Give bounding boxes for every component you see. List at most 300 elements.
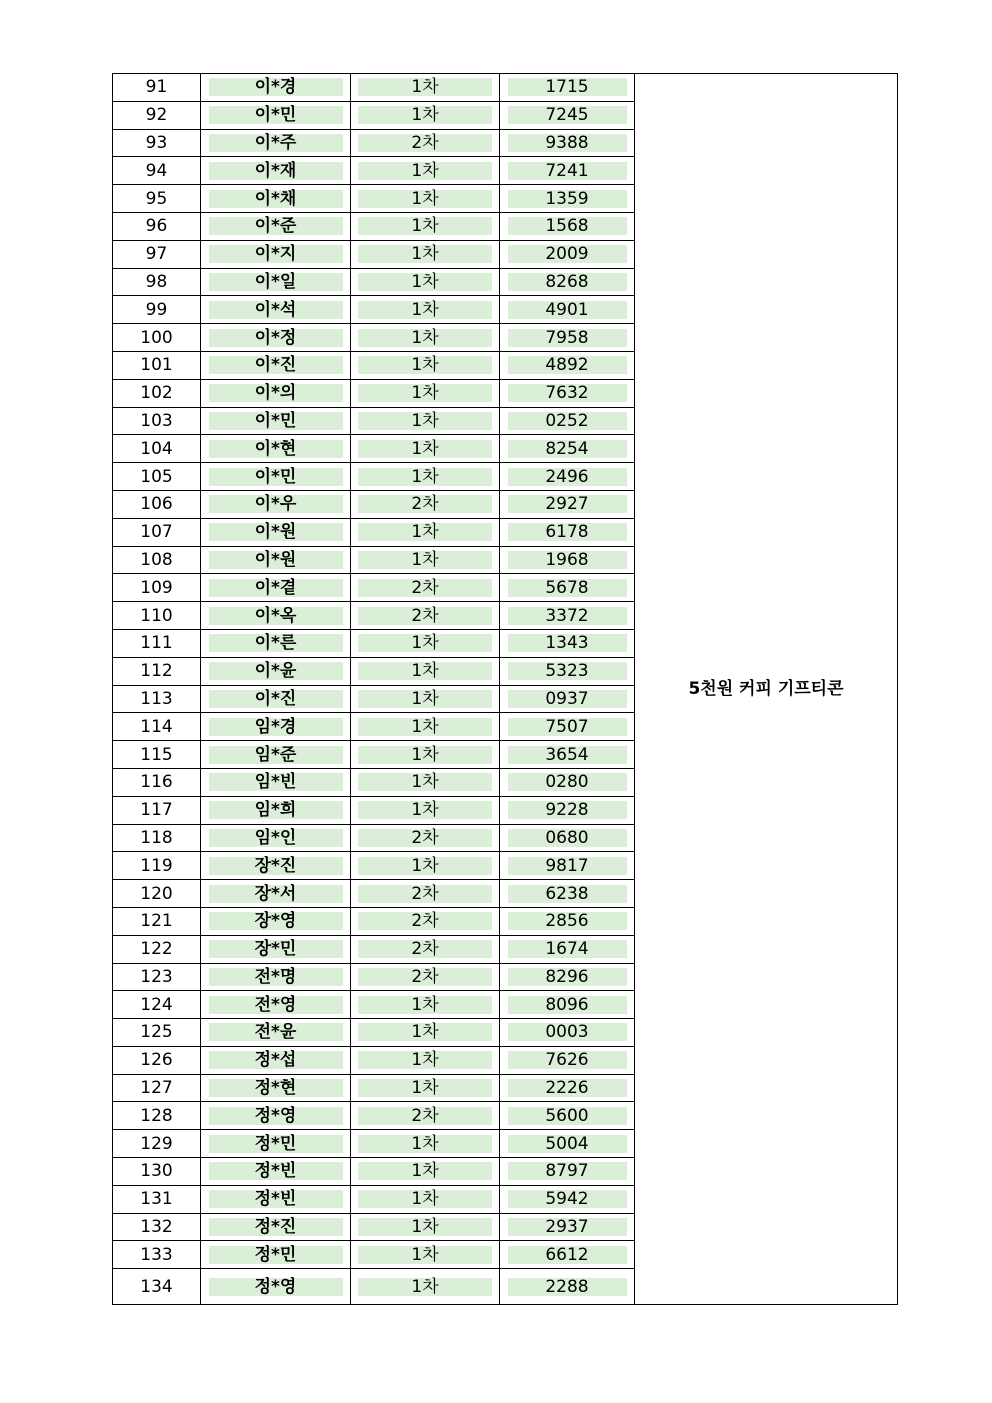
winner-name-cell [201,852,351,880]
phone-last-digits: 1715 [508,78,627,96]
entry-round-cell [351,824,500,852]
winner-name-cell [201,296,351,324]
row-number: 107 [113,518,201,546]
entry-round: 1차 [358,468,492,486]
phone-last-digits: 6178 [508,523,627,541]
entry-round-cell [351,657,500,685]
entry-round: 1차 [358,162,492,180]
phone-last-digits-cell [500,101,635,129]
phone-last-digits: 9228 [508,801,627,819]
winner-name: 장*서 [209,885,343,903]
phone-last-digits: 5004 [508,1135,627,1153]
winner-name: 정*진 [209,1218,343,1236]
row-number: 110 [113,602,201,630]
winner-name-cell [201,379,351,407]
phone-last-digits-cell [500,157,635,185]
phone-last-digits-cell [500,713,635,741]
phone-last-digits-cell [500,991,635,1019]
phone-last-digits: 7626 [508,1051,627,1069]
winner-name-cell [201,602,351,630]
winner-name: 이*재 [209,162,343,180]
row-number: 117 [113,796,201,824]
row-number: 104 [113,435,201,463]
row-number: 125 [113,1019,201,1047]
entry-round: 1차 [358,1051,492,1069]
winner-name-cell [201,991,351,1019]
winner-name: 이*옥 [209,607,343,625]
entry-round-cell [351,157,500,185]
winner-name-cell [201,741,351,769]
phone-last-digits: 2927 [508,495,627,513]
winner-name-cell [201,101,351,129]
entry-round-cell [351,602,500,630]
row-number: 100 [113,324,201,352]
phone-last-digits-cell [500,351,635,379]
entry-round-cell [351,324,500,352]
winner-name-cell [201,1158,351,1186]
phone-last-digits-cell [500,546,635,574]
phone-last-digits-cell [500,907,635,935]
entry-round: 1차 [358,857,492,875]
phone-last-digits: 0280 [508,773,627,791]
phone-last-digits: 9817 [508,857,627,875]
winner-name-cell [201,1185,351,1213]
phone-last-digits: 5323 [508,662,627,680]
phone-last-digits-cell [500,1130,635,1158]
row-number: 92 [113,101,201,129]
entry-round-cell [351,490,500,518]
winner-name-cell [201,74,351,102]
row-number: 101 [113,351,201,379]
winner-name: 정*영 [209,1107,343,1125]
entry-round-cell [351,991,500,1019]
row-number: 124 [113,991,201,1019]
winner-name-cell [201,768,351,796]
winner-name: 이*준 [209,217,343,235]
row-number: 130 [113,1158,201,1186]
winner-name: 이*주 [209,134,343,152]
phone-last-digits-cell [500,935,635,963]
entry-round: 1차 [358,1162,492,1180]
entry-round-cell [351,1074,500,1102]
phone-last-digits-cell [500,379,635,407]
phone-last-digits-cell [500,212,635,240]
winner-name-cell [201,129,351,157]
entry-round: 2차 [358,579,492,597]
phone-last-digits: 7632 [508,384,627,402]
phone-last-digits: 0003 [508,1023,627,1041]
entry-round-cell [351,185,500,213]
row-number: 97 [113,240,201,268]
row-number: 111 [113,629,201,657]
phone-last-digits: 6612 [508,1246,627,1264]
winner-name-cell [201,1074,351,1102]
row-number: 127 [113,1074,201,1102]
winner-name-cell [201,1213,351,1241]
phone-last-digits: 4892 [508,356,627,374]
phone-last-digits: 1674 [508,940,627,958]
winner-name-cell [201,1019,351,1047]
entry-round-cell [351,1102,500,1130]
phone-last-digits-cell [500,824,635,852]
phone-last-digits: 8797 [508,1162,627,1180]
winner-name-cell [201,407,351,435]
row-number: 113 [113,685,201,713]
entry-round-cell [351,685,500,713]
entry-round: 1차 [358,356,492,374]
phone-last-digits-cell [500,1269,635,1305]
row-number: 105 [113,463,201,491]
winner-name-cell [201,1046,351,1074]
phone-last-digits: 2226 [508,1079,627,1097]
entry-round-cell [351,1019,500,1047]
winner-name-cell [201,185,351,213]
row-number: 112 [113,657,201,685]
row-number: 119 [113,852,201,880]
winner-name-cell [201,546,351,574]
winner-name: 임*경 [209,718,343,736]
entry-round: 1차 [358,551,492,569]
winner-name-cell [201,935,351,963]
winner-name-cell [201,351,351,379]
entry-round: 2차 [358,607,492,625]
phone-last-digits-cell [500,1074,635,1102]
phone-last-digits-cell [500,657,635,685]
entry-round: 2차 [358,134,492,152]
phone-last-digits: 5942 [508,1190,627,1208]
phone-last-digits-cell [500,490,635,518]
winner-name: 정*영 [209,1278,343,1296]
phone-last-digits: 3654 [508,746,627,764]
phone-last-digits-cell [500,185,635,213]
phone-last-digits: 2496 [508,468,627,486]
entry-round-cell [351,935,500,963]
winner-name-cell [201,824,351,852]
phone-last-digits: 0680 [508,829,627,847]
phone-last-digits-cell [500,685,635,713]
entry-round-cell [351,1046,500,1074]
entry-round-cell [351,101,500,129]
entry-round-cell [351,1185,500,1213]
phone-last-digits-cell [500,629,635,657]
entry-round-cell [351,574,500,602]
row-number: 108 [113,546,201,574]
winner-name-cell [201,518,351,546]
row-number: 91 [113,74,201,102]
phone-last-digits: 8254 [508,440,627,458]
phone-last-digits: 1343 [508,634,627,652]
winner-name-cell [201,1241,351,1269]
winner-name: 이*경 [209,78,343,96]
phone-last-digits: 6238 [508,885,627,903]
phone-last-digits-cell [500,880,635,908]
winner-name: 임*인 [209,829,343,847]
phone-last-digits: 5678 [508,579,627,597]
winner-name-cell [201,685,351,713]
phone-last-digits-cell [500,741,635,769]
phone-last-digits: 0252 [508,412,627,430]
entry-round-cell [351,240,500,268]
phone-last-digits: 0937 [508,690,627,708]
row-number: 103 [113,407,201,435]
winner-name: 이*민 [209,468,343,486]
winner-name: 이*원 [209,523,343,541]
row-number: 132 [113,1213,201,1241]
phone-last-digits-cell [500,796,635,824]
entry-round: 1차 [358,690,492,708]
winner-name: 정*민 [209,1135,343,1153]
winner-name: 이*진 [209,356,343,374]
phone-last-digits: 4901 [508,301,627,319]
entry-round: 1차 [358,662,492,680]
entry-round: 1차 [358,384,492,402]
winner-name-cell [201,157,351,185]
entry-round-cell [351,212,500,240]
phone-last-digits: 2288 [508,1278,627,1296]
entry-round-cell [351,518,500,546]
phone-last-digits-cell [500,518,635,546]
winner-name-cell [201,1130,351,1158]
winner-name: 장*영 [209,912,343,930]
phone-last-digits: 7958 [508,329,627,347]
winner-name: 임*빈 [209,773,343,791]
winner-name-cell [201,880,351,908]
row-number: 118 [113,824,201,852]
phone-last-digits: 1968 [508,551,627,569]
entry-round-cell [351,296,500,324]
winner-name: 장*진 [209,857,343,875]
winner-name-cell [201,1269,351,1305]
phone-last-digits: 7245 [508,106,627,124]
row-number: 98 [113,268,201,296]
winners-table-body [113,74,898,1305]
phone-last-digits-cell [500,963,635,991]
winner-name: 전*영 [209,996,343,1014]
entry-round-cell [351,546,500,574]
entry-round: 1차 [358,718,492,736]
winner-name-cell [201,324,351,352]
entry-round: 1차 [358,1278,492,1296]
entry-round: 1차 [358,412,492,430]
phone-last-digits: 2009 [508,245,627,263]
row-number: 94 [113,157,201,185]
winner-name: 이*의 [209,384,343,402]
entry-round-cell [351,268,500,296]
phone-last-digits: 1568 [508,217,627,235]
prize-cell: 5천원 커피 기프티콘 [635,74,898,1305]
winner-name-cell [201,268,351,296]
entry-round-cell [351,1213,500,1241]
winner-name-cell [201,463,351,491]
phone-last-digits: 2856 [508,912,627,930]
row-number: 121 [113,907,201,935]
entry-round: 1차 [358,106,492,124]
entry-round: 2차 [358,940,492,958]
entry-round-cell [351,129,500,157]
winner-name: 이*윤 [209,662,343,680]
entry-round: 1차 [358,1218,492,1236]
entry-round: 1차 [358,329,492,347]
entry-round-cell [351,1269,500,1305]
entry-round: 2차 [358,968,492,986]
entry-round-cell [351,852,500,880]
winner-name: 이*진 [209,690,343,708]
winner-name: 이*일 [209,273,343,291]
winner-name-cell [201,713,351,741]
phone-last-digits-cell [500,852,635,880]
phone-last-digits-cell [500,463,635,491]
winner-name: 이*정 [209,329,343,347]
row-number: 109 [113,574,201,602]
entry-round: 1차 [358,440,492,458]
winner-name: 이*민 [209,412,343,430]
entry-round-cell [351,379,500,407]
winner-name: 정*현 [209,1079,343,1097]
entry-round: 1차 [358,1135,492,1153]
winner-name: 이*원 [209,551,343,569]
entry-round: 1차 [358,245,492,263]
entry-round: 1차 [358,301,492,319]
phone-last-digits-cell [500,129,635,157]
entry-round-cell [351,880,500,908]
row-number: 122 [113,935,201,963]
winner-name: 정*섭 [209,1051,343,1069]
entry-round-cell [351,796,500,824]
row-number: 128 [113,1102,201,1130]
phone-last-digits-cell [500,1241,635,1269]
row-number: 133 [113,1241,201,1269]
winner-name-cell [201,963,351,991]
phone-last-digits: 1359 [508,190,627,208]
entry-round-cell [351,1130,500,1158]
winner-name-cell [201,796,351,824]
entry-round-cell [351,351,500,379]
entry-round: 1차 [358,801,492,819]
winner-name-cell [201,212,351,240]
entry-round-cell [351,741,500,769]
phone-last-digits-cell [500,574,635,602]
entry-round: 1차 [358,1079,492,1097]
entry-round: 1차 [358,217,492,235]
phone-last-digits-cell [500,296,635,324]
entry-round: 1차 [358,634,492,652]
row-number: 102 [113,379,201,407]
phone-last-digits-cell [500,407,635,435]
phone-last-digits: 9388 [508,134,627,152]
entry-round: 2차 [358,1107,492,1125]
winner-name: 임*희 [209,801,343,819]
entry-round-cell [351,435,500,463]
entry-round-cell [351,768,500,796]
winner-name: 이*석 [209,301,343,319]
winner-name: 이*현 [209,440,343,458]
row-number: 126 [113,1046,201,1074]
winner-name-cell [201,490,351,518]
row-number: 120 [113,880,201,908]
entry-round: 1차 [358,1023,492,1041]
entry-round-cell [351,713,500,741]
winner-name: 이*채 [209,190,343,208]
row-number: 116 [113,768,201,796]
entry-round: 1차 [358,273,492,291]
entry-round-cell [351,629,500,657]
phone-last-digits-cell [500,1213,635,1241]
winner-name: 정*빈 [209,1162,343,1180]
entry-round: 1차 [358,996,492,1014]
winner-name-cell [201,1102,351,1130]
entry-round: 1차 [358,1190,492,1208]
winner-name-cell [201,907,351,935]
table-row [113,74,898,102]
entry-round: 2차 [358,885,492,903]
winner-name: 정*빈 [209,1190,343,1208]
phone-last-digits-cell [500,240,635,268]
winner-name: 이*곁 [209,579,343,597]
phone-last-digits: 8096 [508,996,627,1014]
row-number: 95 [113,185,201,213]
phone-last-digits: 2937 [508,1218,627,1236]
phone-last-digits-cell [500,1046,635,1074]
entry-round-cell [351,907,500,935]
entry-round-cell [351,1241,500,1269]
winner-name-cell [201,657,351,685]
row-number: 134 [113,1269,201,1305]
phone-last-digits: 3372 [508,607,627,625]
winner-name: 이*우 [209,495,343,513]
row-number: 123 [113,963,201,991]
winners-table [112,73,898,1305]
phone-last-digits: 5600 [508,1107,627,1125]
phone-last-digits-cell [500,435,635,463]
entry-round-cell [351,74,500,102]
entry-round: 1차 [358,523,492,541]
winner-name: 이*지 [209,245,343,263]
row-number: 106 [113,490,201,518]
entry-round-cell [351,463,500,491]
entry-round-cell [351,963,500,991]
winner-name: 정*민 [209,1246,343,1264]
row-number: 93 [113,129,201,157]
winner-name-cell [201,435,351,463]
winner-name: 전*명 [209,968,343,986]
phone-last-digits-cell [500,768,635,796]
entry-round: 1차 [358,773,492,791]
winner-name: 전*윤 [209,1023,343,1041]
phone-last-digits-cell [500,1158,635,1186]
phone-last-digits: 8268 [508,273,627,291]
entry-round: 1차 [358,190,492,208]
phone-last-digits: 8296 [508,968,627,986]
entry-round: 1차 [358,1246,492,1264]
row-number: 99 [113,296,201,324]
winner-name-cell [201,240,351,268]
row-number: 129 [113,1130,201,1158]
winner-name: 이*민 [209,106,343,124]
row-number: 96 [113,212,201,240]
phone-last-digits-cell [500,268,635,296]
phone-last-digits: 7241 [508,162,627,180]
phone-last-digits-cell [500,74,635,102]
winner-name: 이*른 [209,634,343,652]
phone-last-digits-cell [500,324,635,352]
entry-round: 2차 [358,912,492,930]
entry-round: 2차 [358,829,492,847]
phone-last-digits-cell [500,1019,635,1047]
winner-name-cell [201,629,351,657]
entry-round: 2차 [358,495,492,513]
winner-name-cell [201,574,351,602]
entry-round-cell [351,407,500,435]
